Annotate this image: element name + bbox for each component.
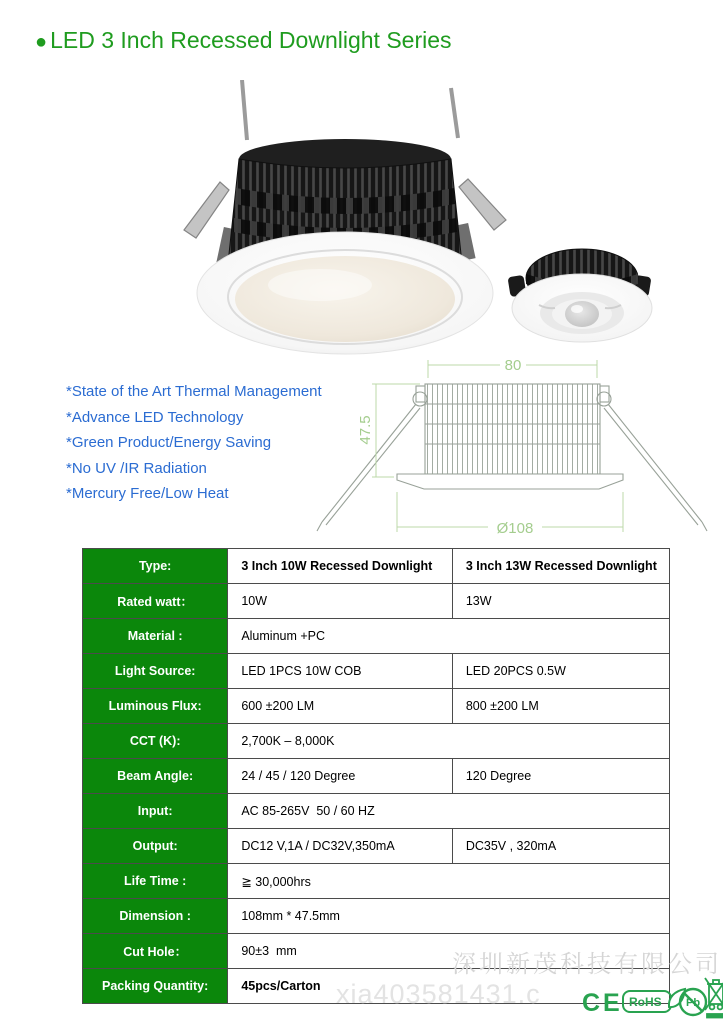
feature-item: *Mercury Free/Low Heat [66, 485, 229, 502]
mount-pin [242, 80, 247, 140]
clip-lug [600, 386, 609, 402]
spring-arm [608, 404, 702, 522]
table-row [83, 689, 670, 724]
lens-highlight [268, 269, 372, 301]
spec-label: Light Source: [83, 654, 228, 689]
table-row [83, 619, 670, 654]
bullet-dot-icon: ● [35, 31, 48, 53]
table-row [83, 549, 670, 584]
spec-value: 3 Inch 10W Recessed Downlight [228, 549, 453, 584]
table-row [83, 829, 670, 864]
spec-value: 24 / 45 / 120 Degree [228, 759, 453, 794]
spec-value: 120 Degree [452, 759, 669, 794]
spec-label: Dimension : [83, 899, 228, 934]
spec-label: Beam Angle: [83, 759, 228, 794]
contact-watermark: xia403581431.c [336, 979, 541, 1009]
table-row [83, 654, 670, 689]
spec-label: CCT (K): [83, 724, 228, 759]
feature-item: *Advance LED Technology [66, 408, 244, 426]
table-row [83, 724, 670, 759]
clip-lug [416, 386, 425, 402]
spec-label: Luminous Flux: [83, 689, 228, 724]
certification-badges [578, 972, 723, 1024]
spec-label: Packing Quantity: [83, 969, 228, 1004]
dim-label-height: 47.5 [357, 415, 374, 445]
trim-flange [397, 474, 623, 489]
spec-value: 3 Inch 13W Recessed Downlight [452, 549, 669, 584]
spec-value: AC 85-265V 50 / 60 HZ [228, 794, 670, 829]
fin-body [425, 384, 600, 474]
technical-drawing [310, 346, 710, 546]
spring-clip [459, 179, 506, 230]
spec-label: Output: [83, 829, 228, 864]
spec-label: Type: [83, 549, 228, 584]
spec-label: Cut Hole： [83, 934, 228, 969]
ce-mark-icon [582, 989, 623, 1017]
spec-value: 108mm * 47.5mm [228, 899, 670, 934]
page-title-text: LED 3 Inch Recessed Downlight Series [50, 27, 452, 53]
table-row [83, 759, 670, 794]
product-photo-small [487, 234, 672, 349]
product-photo-main [170, 80, 520, 360]
spec-value: ≧ 30,000hrs [228, 864, 670, 899]
spec-label: Rated watt： [83, 584, 228, 619]
feature-item: *No UV /IR Radiation [66, 459, 207, 477]
spec-value: 45pcs/Carton [228, 969, 670, 1004]
weee-bin-icon [705, 978, 723, 1018]
feature-item: *State of the Art Thermal Management [66, 383, 322, 400]
spec-value: 90±3 mm [228, 934, 670, 969]
spec-value: DC35V , 320mA [452, 829, 669, 864]
spec-table [82, 548, 670, 1004]
rohs-text: RoHS [629, 995, 662, 1009]
spring-clip [184, 182, 229, 238]
spec-value: Aluminum +PC [228, 619, 670, 654]
company-watermark: 深圳新茂科技有限公司 [452, 951, 722, 978]
spec-value: LED 1PCS 10W COB [228, 654, 453, 689]
table-row [83, 584, 670, 619]
dim-label-width: 80 [504, 357, 522, 374]
spec-value: LED 20PCS 0.5W [452, 654, 669, 689]
leaf-icon [669, 989, 685, 1007]
spec-value: 13W [452, 584, 669, 619]
spec-label: Life Time : [83, 864, 228, 899]
ce-text: CE [582, 989, 623, 1017]
spec-label: Material : [83, 619, 228, 654]
dim-label-diameter: Ø108 [496, 520, 534, 537]
feature-item: *Green Product/Energy Saving [66, 434, 272, 451]
cob-lens [565, 301, 599, 327]
spec-label: Input: [83, 794, 228, 829]
table-row [83, 899, 670, 934]
page-title [35, 27, 452, 54]
mount-pin [451, 88, 458, 138]
table-row [83, 864, 670, 899]
spec-value: 2,700K – 8,000K [228, 724, 670, 759]
spec-value: 10W [228, 584, 453, 619]
table-row [83, 794, 670, 829]
spec-value: DC12 V,1A / DC32V,350mA [228, 829, 453, 864]
feature-list [66, 379, 322, 507]
spec-value: 600 ±200 LM [228, 689, 453, 724]
spec-value: 800 ±200 LM [452, 689, 669, 724]
lens-highlight [571, 305, 583, 313]
pb-text: Pb [686, 997, 701, 1009]
